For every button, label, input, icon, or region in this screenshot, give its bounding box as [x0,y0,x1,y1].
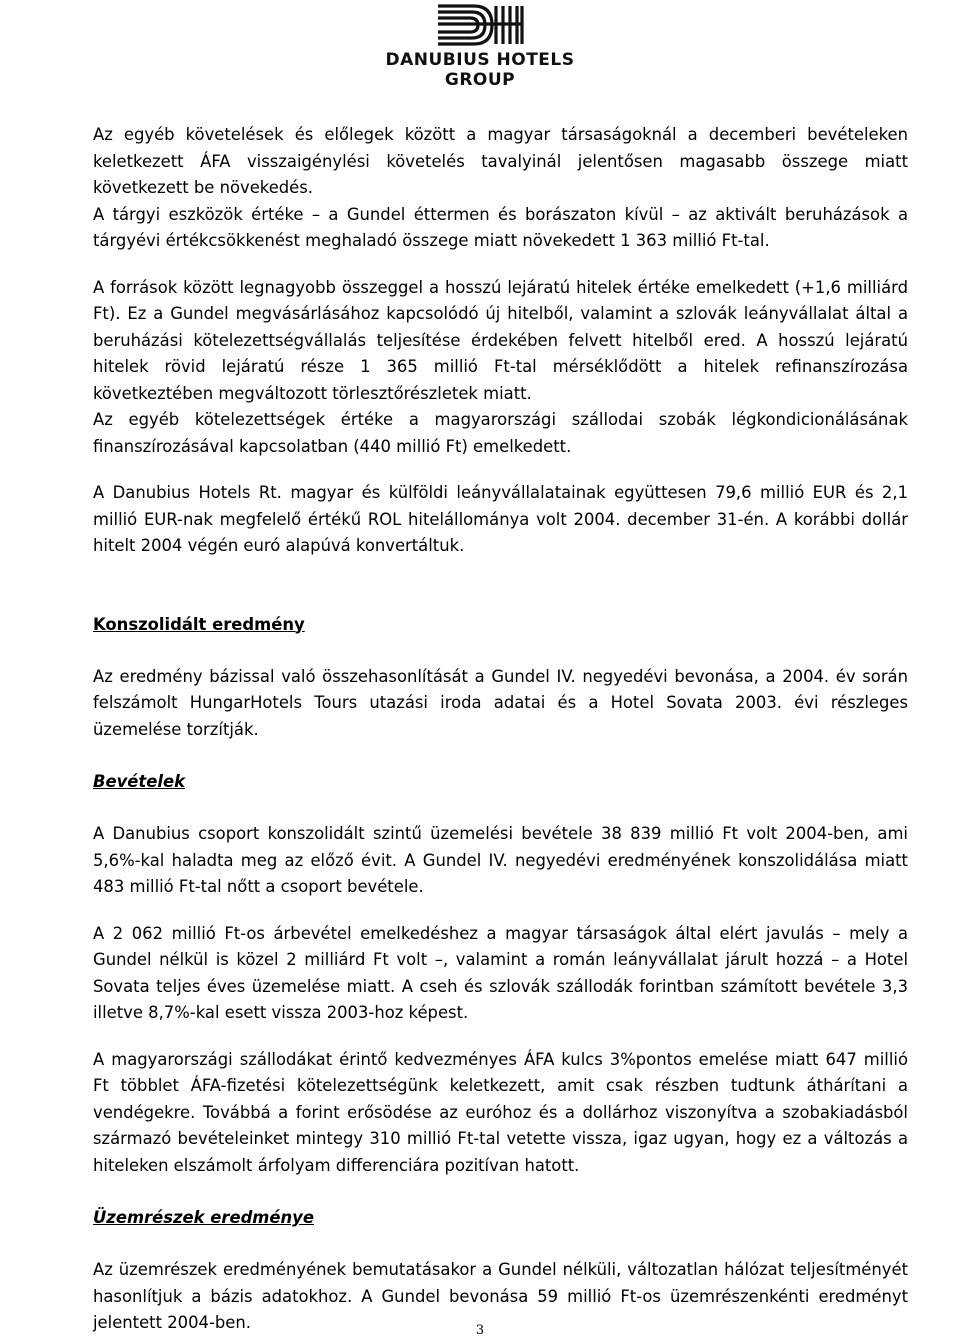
paragraph-fixed-assets: A tárgyi eszközök értéke – a Gundel éttermen és borászaton kívül – az aktivált beruházások a tárgyévi értékcsökkenést meghaladó összege miatt növekedett 1 363 millió Ft-tal. [93,204,908,250]
document-body [93,122,908,1337]
paragraph-receivables: Az egyéb követelések és előlegek között a magyar társaságoknál a decemberi bevételeken keletkezett ÁFA visszaigénylési követelés tavalyinál jelentősen magasabb összege miatt következett be növekedés. [93,125,908,197]
heading-revenues-text: Bevételek [93,772,185,791]
heading-unit-results-text: Üzemrészek eredménye [93,1208,314,1227]
page-number: 3 [475,1323,485,1338]
paragraph-result-comparison: Az eredmény bázissal való összehasonlítását a Gundel IV. negyedévi bevonása, a 2004. év során felszámolt HungarHotels Tours utazási iroda adatai és a Hotel Sovata 2003. évi részleges üzemelése torzítják. [93,666,908,739]
logo-title: DANUBIUS HOTELS [385,50,575,70]
danubius-logo-icon [434,2,526,48]
heading-revenues [93,769,908,795]
paragraph-loan-portfolio: A Danubius Hotels Rt. magyar és külföldi leányvállalatainak együttesen 79,6 millió EUR és 2,1 millió EUR-nak megfelelő értékű ROL hitelállománya volt 2004. december 31-én. A korábbi dollár hitelt 2004 végén euró alapúvá konvertáltuk. [93,483,908,555]
logo-subtitle: GROUP [444,70,516,90]
paragraph-other-liabilities: Az egyéb kötelezettségek értéke a magyarországi szállodai szobák légkondicionálásának finanszírozásával kapcsolatban (440 millió Ft) emelkedett. [93,410,908,456]
paragraph-long-term-loans: A források között legnagyobb összeggel a hosszú lejáratú hitelek értéke emelkedett (+1,6 milliárd Ft). Ez a Gundel megvásárlásához kapcsolódó új hitelből, valamint a szlovák leányvállalat által a beruházási kötelezettségvállalás teljesítése érdekében felvett hitelből ered. A hosszú lejáratú hitelek rövid lejáratú része 1 365 millió Ft-tal mérséklődött a hitelek refinanszírozása következtében megváltozott törlesztőrészletek miatt. [93,277,908,403]
company-logo [358,0,602,92]
paragraph-revenue-increase: A 2 062 millió Ft-os árbevétel emelkedéshez a magyar társaságok által elért javulás – mely a Gundel nélkül is közel 2 milliárd Ft volt –, valamint a román leányvállalat járult hozzá – a Hotel Sovata teljes éves üzemelése miatt. A cseh és szlovák szállodák forintban számított bevétele 3,3 illetve 8,7%-kal esett vissza 2003-hoz képest. [93,923,908,1022]
paragraph-unit-results: Az üzemrészek eredményének bemutatásakor a Gundel nélküli, változatlan hálózat teljesítményét hasonlítjuk a bázis adatokhoz. A Gundel bevonása 59 millió Ft-os üzemrészenkénti eredményt jelentett 2004-ben. [93,1260,908,1332]
heading-consolidated-result [93,612,908,638]
heading-consolidated-result-text: Konszolidált eredmény [93,614,305,634]
heading-unit-results [93,1205,908,1231]
paragraph-operating-revenue: A Danubius csoport konszolidált szintű üzemelési bevétele 38 839 millió Ft volt 2004-ben, ami 5,6%-kal haladta meg az előző évit. A Gundel IV. negyedévi eredményének konszolidálása miatt 483 millió Ft-tal nőtt a csoport bevétele. [93,824,908,896]
paragraph-vat-increase: A magyarországi szállodákat érintő kedvezményes ÁFA kulcs 3%pontos emelése miatt 647 millió Ft többlet ÁFA-fizetési kötelezettségünk keletkezett, amit csak részben tudtunk áthárítani a vendégekre. Továbbá a forint erősödése az euróhoz és a dollárhoz viszonyítva a szobakiadásból származó bevételeinket mintegy 310 millió Ft-tal vetette vissza, igaz ugyan, hogy ez a változás a hiteleken elszámolt árfolyam differenciára pozitívan hatott. [93,1049,908,1175]
